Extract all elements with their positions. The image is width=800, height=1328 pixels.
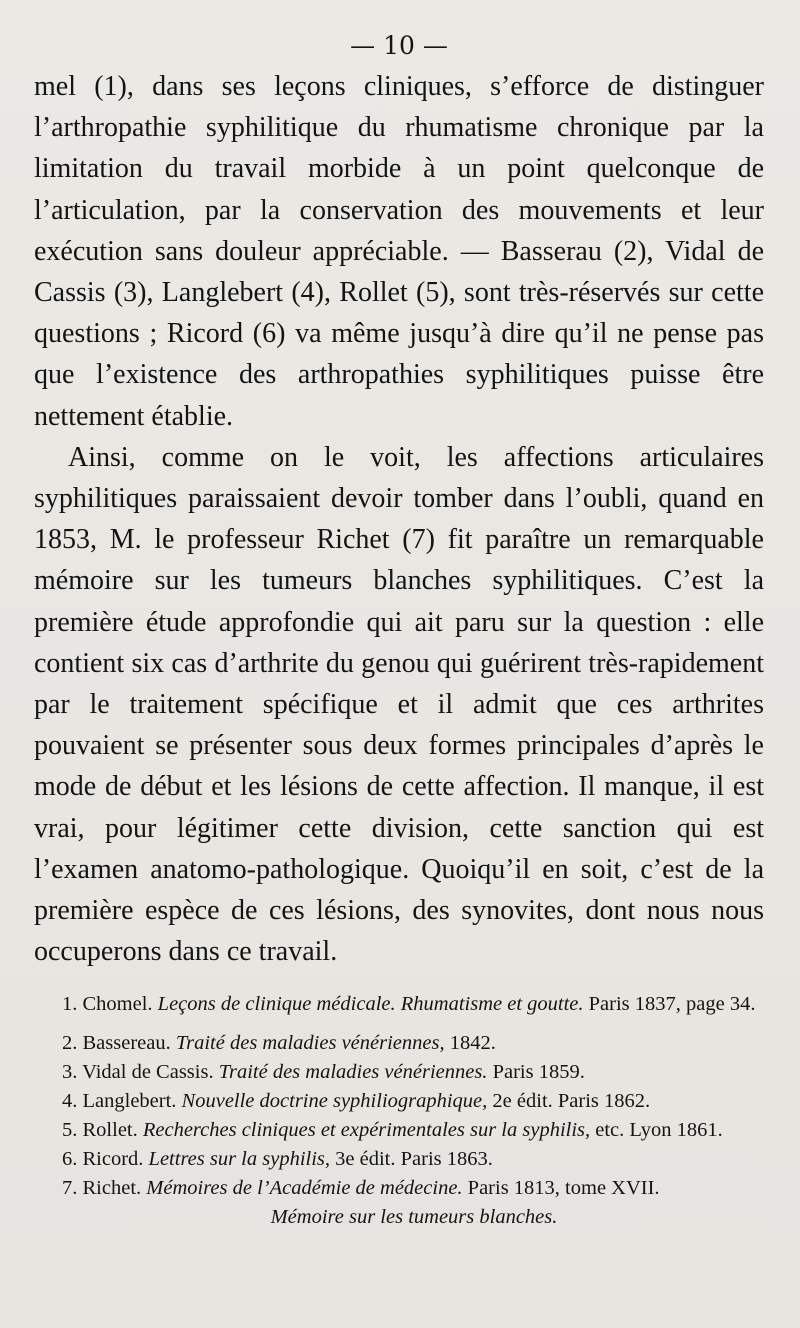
page-number: — 10 — (350, 31, 448, 60)
footnote-author: 2. Bassereau. (62, 1032, 171, 1055)
footnote-work: Nouvelle doctrine syphiliographique, (181, 1090, 488, 1113)
footnote-author: 1. Chomel. (62, 993, 153, 1016)
footnote-tail: etc. Lyon 1861. (595, 1119, 723, 1142)
footnote-7-continuation: Mémoire sur les tumeurs blanches. (270, 1206, 558, 1229)
footnote-author: 3. Vidal de Cassis. (62, 1061, 214, 1084)
footnote-author: 5. Rollet. (62, 1119, 138, 1142)
footnote-tail: Paris 1859. (492, 1061, 585, 1084)
footnote-1 (34, 990, 764, 1019)
footnote-work: Traité des maladies vénériennes. (218, 1061, 488, 1084)
paragraph-2: Ainsi, comme on le voit, les affections articulaires syphilitiques paraissaient devoir tomber dans l’oubli, quand en 1853, M. le professeur Richet (7) fit paraître un remarquable mémoire sur les tumeurs blanches syphilitiques. C’est la première étude approfondie qui ait paru sur la question : elle contient six cas d’arthrite du genou qui guérirent très-rapidement par le traitement spécifique et il admit que ces arthrites pouvaient se présenter sous deux formes principales d’après le mode de début et les lésions de cette affection. Il manque, il est vrai, pour légitimer cette division, cette sanction qui est l’examen anatomo-pathologique. Quoiqu’il en soit, c’est de la première espèce de ces lésions, des synovites, dont nous nous occuperons dans ce travail. (34, 441, 764, 968)
footnote-tail: 2e édit. Paris 1862. (492, 1090, 651, 1113)
footnote-author: 4. Langlebert. (62, 1090, 177, 1113)
footnote-3 (34, 1058, 764, 1087)
footnote-work: Lettres sur la syphilis, (148, 1148, 331, 1171)
footnote-tail: Paris 1837, page 34. (588, 993, 756, 1016)
footnote-work: Mémoires de l’Académie de médecine. (146, 1177, 463, 1200)
footnote-6 (34, 1145, 764, 1174)
footnote-5 (34, 1116, 764, 1145)
footnote-2 (34, 1029, 764, 1058)
footnotes (34, 990, 764, 1232)
footnote-tail: Paris 1813, tome XVII. (467, 1177, 660, 1200)
footnote-author: 6. Ricord. (62, 1148, 144, 1171)
main-text (34, 66, 764, 972)
footnote-work: Recherches cliniques et expérimentales sur la syphilis, (142, 1119, 591, 1142)
footnote-7 (34, 1174, 764, 1203)
paragraph-1: mel (1), dans ses leçons cliniques, s’efforce de distinguer l’arthropathie syphilitique du rhumatisme chronique par la limitation du travail morbide à un point quelconque de l’articulation, par la conservation des mouvements et leur exécution sans douleur appréciable. — Basserau (2), Vidal de Cassis (3), Langlebert (4), Rollet (5), sont très-réservés sur cette questions ; Ricord (6) va même jusqu’à dire qu’il ne pense pas que l’existence des arthropathies syphilitiques puisse être nettement établie. (34, 71, 764, 432)
footnote-work: Leçons de clinique médicale. Rhumatisme et goutte. (157, 993, 584, 1016)
footnote-author: 7. Richet. (62, 1177, 142, 1200)
footnote-tail: 1842. (449, 1032, 496, 1055)
footnote-tail: 3e édit. Paris 1863. (335, 1148, 493, 1171)
footnote-work: Traité des maladies vénériennes, (175, 1032, 445, 1055)
footnote-4 (34, 1087, 764, 1116)
